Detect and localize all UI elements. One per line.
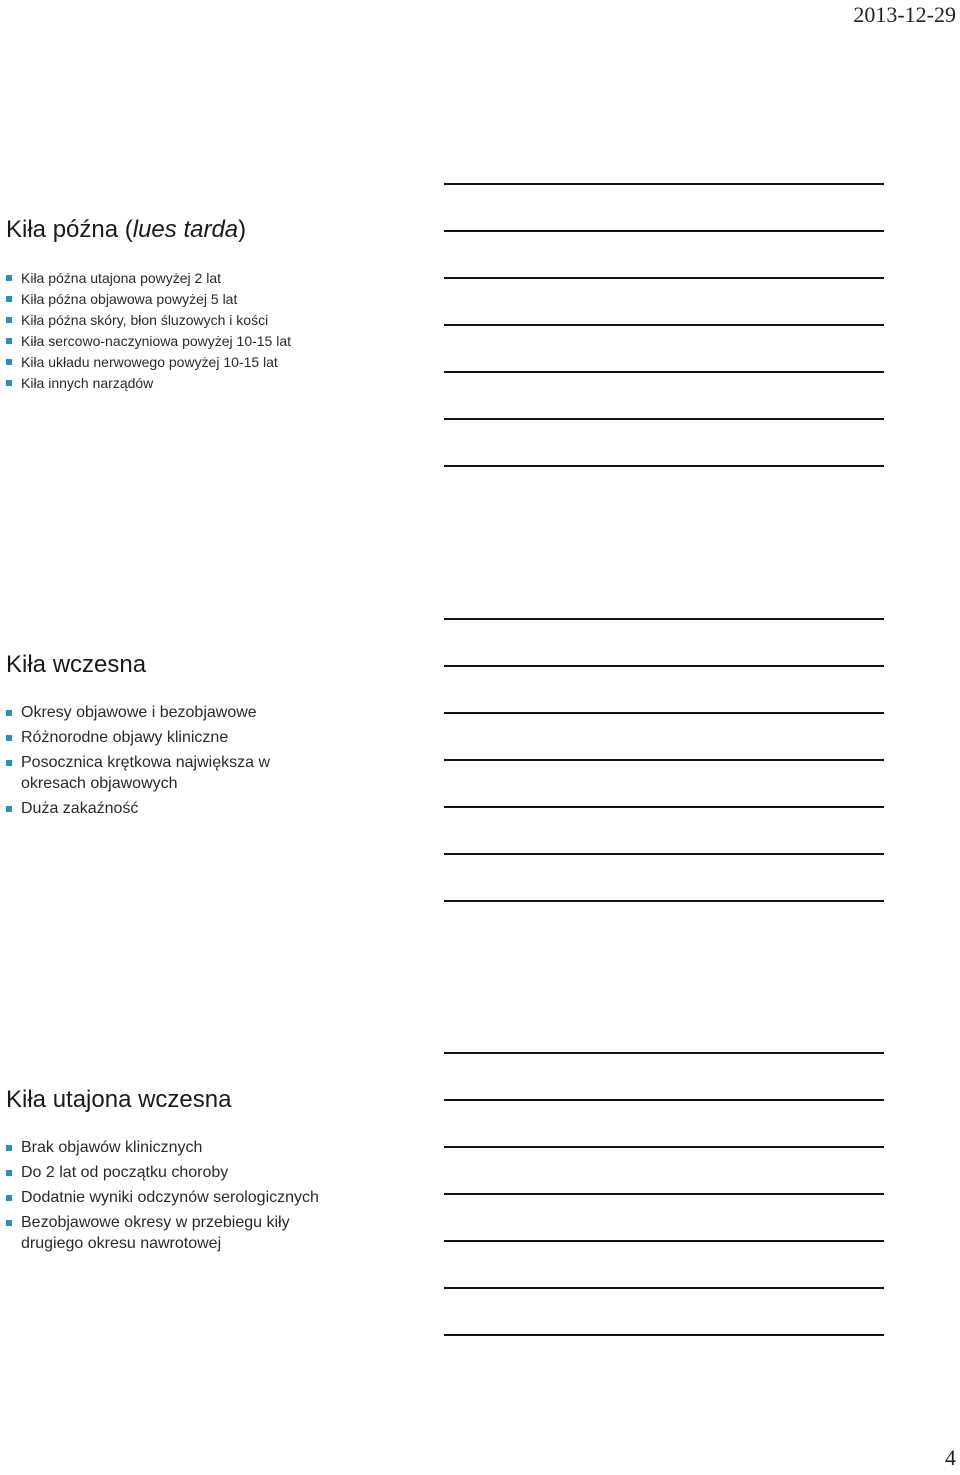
square-bullet-icon bbox=[6, 710, 12, 716]
list-item: Duża zakaźność bbox=[6, 799, 426, 820]
note-line bbox=[444, 712, 884, 714]
bullet-list bbox=[6, 703, 426, 819]
list-item: Brak objawów klinicznych bbox=[6, 1138, 426, 1159]
list-item: Bezobjawowe okresy w przebiegu kiły drugiego okresu nawrotowej bbox=[6, 1213, 321, 1254]
print-date: 2013-12-29 bbox=[853, 2, 956, 27]
note-line bbox=[444, 418, 884, 420]
list-item: Kiła układu nerwowego powyżej 10-15 lat bbox=[6, 352, 426, 373]
square-bullet-icon bbox=[6, 1195, 12, 1201]
note-line bbox=[444, 1052, 884, 1054]
bullet-list bbox=[6, 268, 426, 394]
square-bullet-icon bbox=[6, 1170, 12, 1176]
square-bullet-icon bbox=[6, 359, 12, 365]
list-item: Okresy objawowe i bezobjawowe bbox=[6, 703, 426, 724]
list-item: Kiła późna objawowa powyżej 5 lat bbox=[6, 289, 426, 310]
square-bullet-icon bbox=[6, 317, 12, 323]
slide-title: Kiła późna (lues tarda) bbox=[6, 216, 247, 243]
note-line bbox=[444, 1146, 884, 1148]
square-bullet-icon bbox=[6, 1220, 12, 1226]
list-item: Kiła sercowo-naczyniowa powyżej 10-15 lat bbox=[6, 331, 426, 352]
list-item: Kiła późna skóry, błon śluzowych i kości bbox=[6, 310, 426, 331]
square-bullet-icon bbox=[6, 760, 12, 766]
bullet-list bbox=[6, 1138, 426, 1254]
square-bullet-icon bbox=[6, 275, 12, 281]
note-line bbox=[444, 759, 884, 761]
note-line bbox=[444, 230, 884, 232]
note-line bbox=[444, 1193, 884, 1195]
list-item: Do 2 lat od początku choroby bbox=[6, 1163, 426, 1184]
list-item: Kiła późna utajona powyżej 2 lat bbox=[6, 268, 426, 289]
list-item: Kiła innych narządów bbox=[6, 373, 426, 394]
note-line bbox=[444, 1287, 884, 1289]
square-bullet-icon bbox=[6, 296, 12, 302]
note-line bbox=[444, 853, 884, 855]
note-line bbox=[444, 371, 884, 373]
note-line bbox=[444, 1099, 884, 1101]
note-line bbox=[444, 618, 884, 620]
note-line bbox=[444, 277, 884, 279]
square-bullet-icon bbox=[6, 1145, 12, 1151]
slide-title-italic: lues tarda bbox=[132, 216, 239, 243]
list-item: Dodatnie wyniki odczynów serologicznych bbox=[6, 1188, 426, 1209]
slide-title: Kiła utajona wczesna bbox=[6, 1086, 232, 1113]
note-line bbox=[444, 806, 884, 808]
note-line bbox=[444, 665, 884, 667]
slide-3 bbox=[6, 1086, 426, 1259]
square-bullet-icon bbox=[6, 806, 12, 812]
slide-title: Kiła wczesna bbox=[6, 651, 147, 678]
slide-1 bbox=[6, 216, 426, 394]
page-number: 4 bbox=[945, 1445, 956, 1470]
note-line bbox=[444, 1334, 884, 1336]
note-line bbox=[444, 1240, 884, 1242]
square-bullet-icon bbox=[6, 338, 12, 344]
list-item: Różnorodne objawy kliniczne bbox=[6, 728, 426, 749]
square-bullet-icon bbox=[6, 735, 12, 741]
note-line bbox=[444, 465, 884, 467]
list-item: Posocznica krętkowa największa w okresach objawowych bbox=[6, 753, 296, 794]
slide-2 bbox=[6, 651, 426, 824]
note-line bbox=[444, 900, 884, 902]
square-bullet-icon bbox=[6, 380, 12, 386]
note-line bbox=[444, 324, 884, 326]
note-line bbox=[444, 183, 884, 185]
